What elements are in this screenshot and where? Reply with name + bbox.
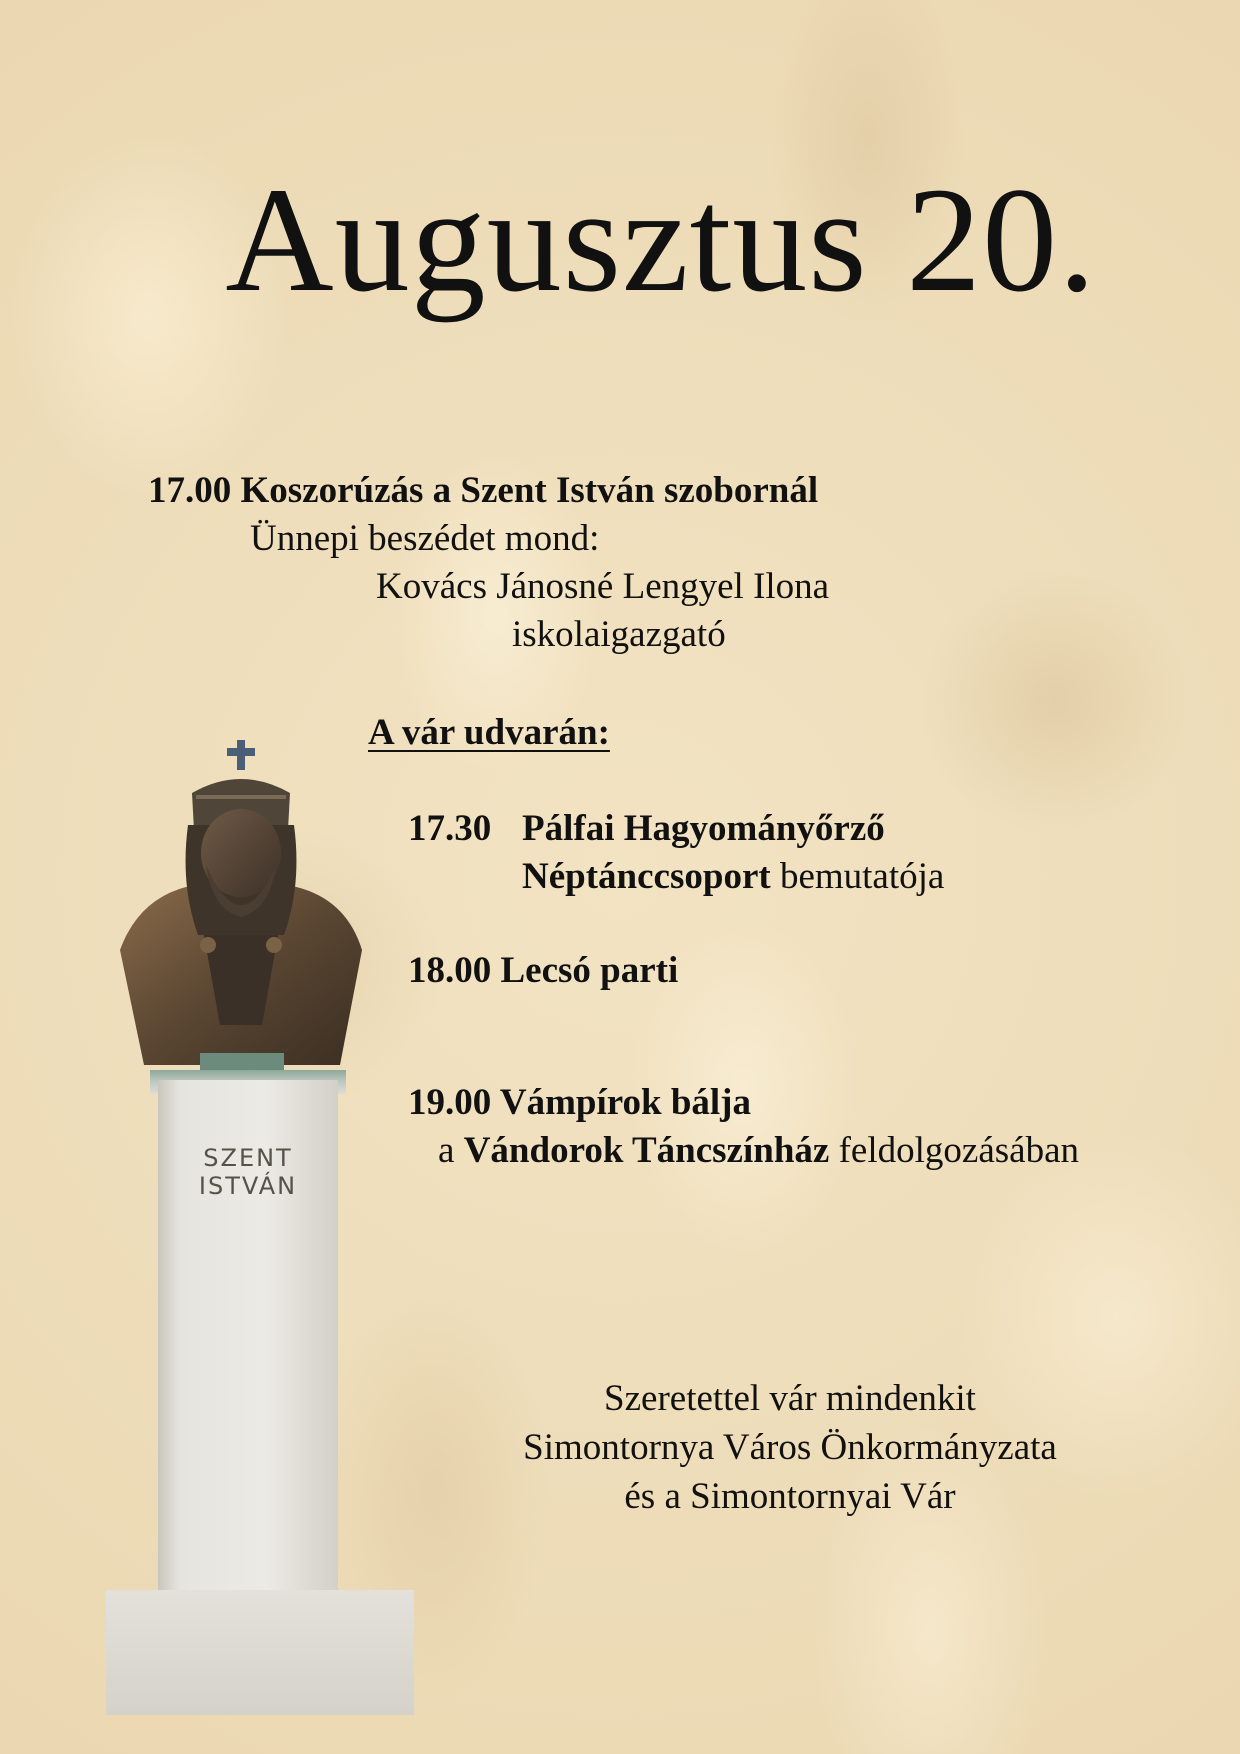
statue-inscription — [158, 1145, 338, 1200]
speaker-role: iskolaigazgató — [512, 614, 726, 655]
castle-section-heading: A vár udvarán: — [368, 712, 610, 753]
invitation-line: és a Simontornyai Vár — [624, 1475, 956, 1517]
event-name: Pálfai Hagyományőrző — [522, 808, 885, 849]
event-time: 19.00 — [408, 1082, 492, 1123]
szent-istvan-statue — [100, 735, 420, 1715]
inscription-line: SZENT — [203, 1144, 293, 1172]
event-line — [408, 1082, 751, 1125]
event-time: 17.30 — [408, 808, 492, 849]
inscription-line: ISTVÁN — [198, 1171, 298, 1200]
bust-image — [100, 735, 420, 1080]
event-name: Vámpírok bálja — [499, 1082, 752, 1123]
page-title: Augusztus 20. — [225, 157, 1097, 323]
pedestal-base — [106, 1590, 414, 1715]
event-suffix: feldolgozásában — [838, 1130, 1079, 1171]
speaker-name: Kovács Jánosné Lengyel Ilona — [376, 566, 830, 607]
event-prefix: a — [438, 1130, 455, 1171]
event-name: Lecsó parti — [500, 950, 679, 991]
event-suffix: bemutatója — [779, 856, 945, 897]
event-time: 18.00 — [408, 950, 492, 991]
invitation-block — [440, 1375, 1140, 1521]
invitation-line: Szeretettel vár mindenkit — [604, 1378, 976, 1419]
speech-label: Ünnepi beszédet mond: — [250, 518, 600, 559]
invitation-line: Simontornya Város Önkormányzata — [523, 1426, 1057, 1468]
ceremony-title: 17.00 Koszorúzás a Szent István szobornál — [148, 470, 819, 511]
event-group: Vándorok Táncszínház — [463, 1130, 830, 1171]
event-group: Néptánccsoport — [522, 856, 771, 897]
event-name-continued — [522, 856, 944, 899]
event-line — [408, 950, 678, 993]
event-detail — [438, 1130, 1079, 1173]
